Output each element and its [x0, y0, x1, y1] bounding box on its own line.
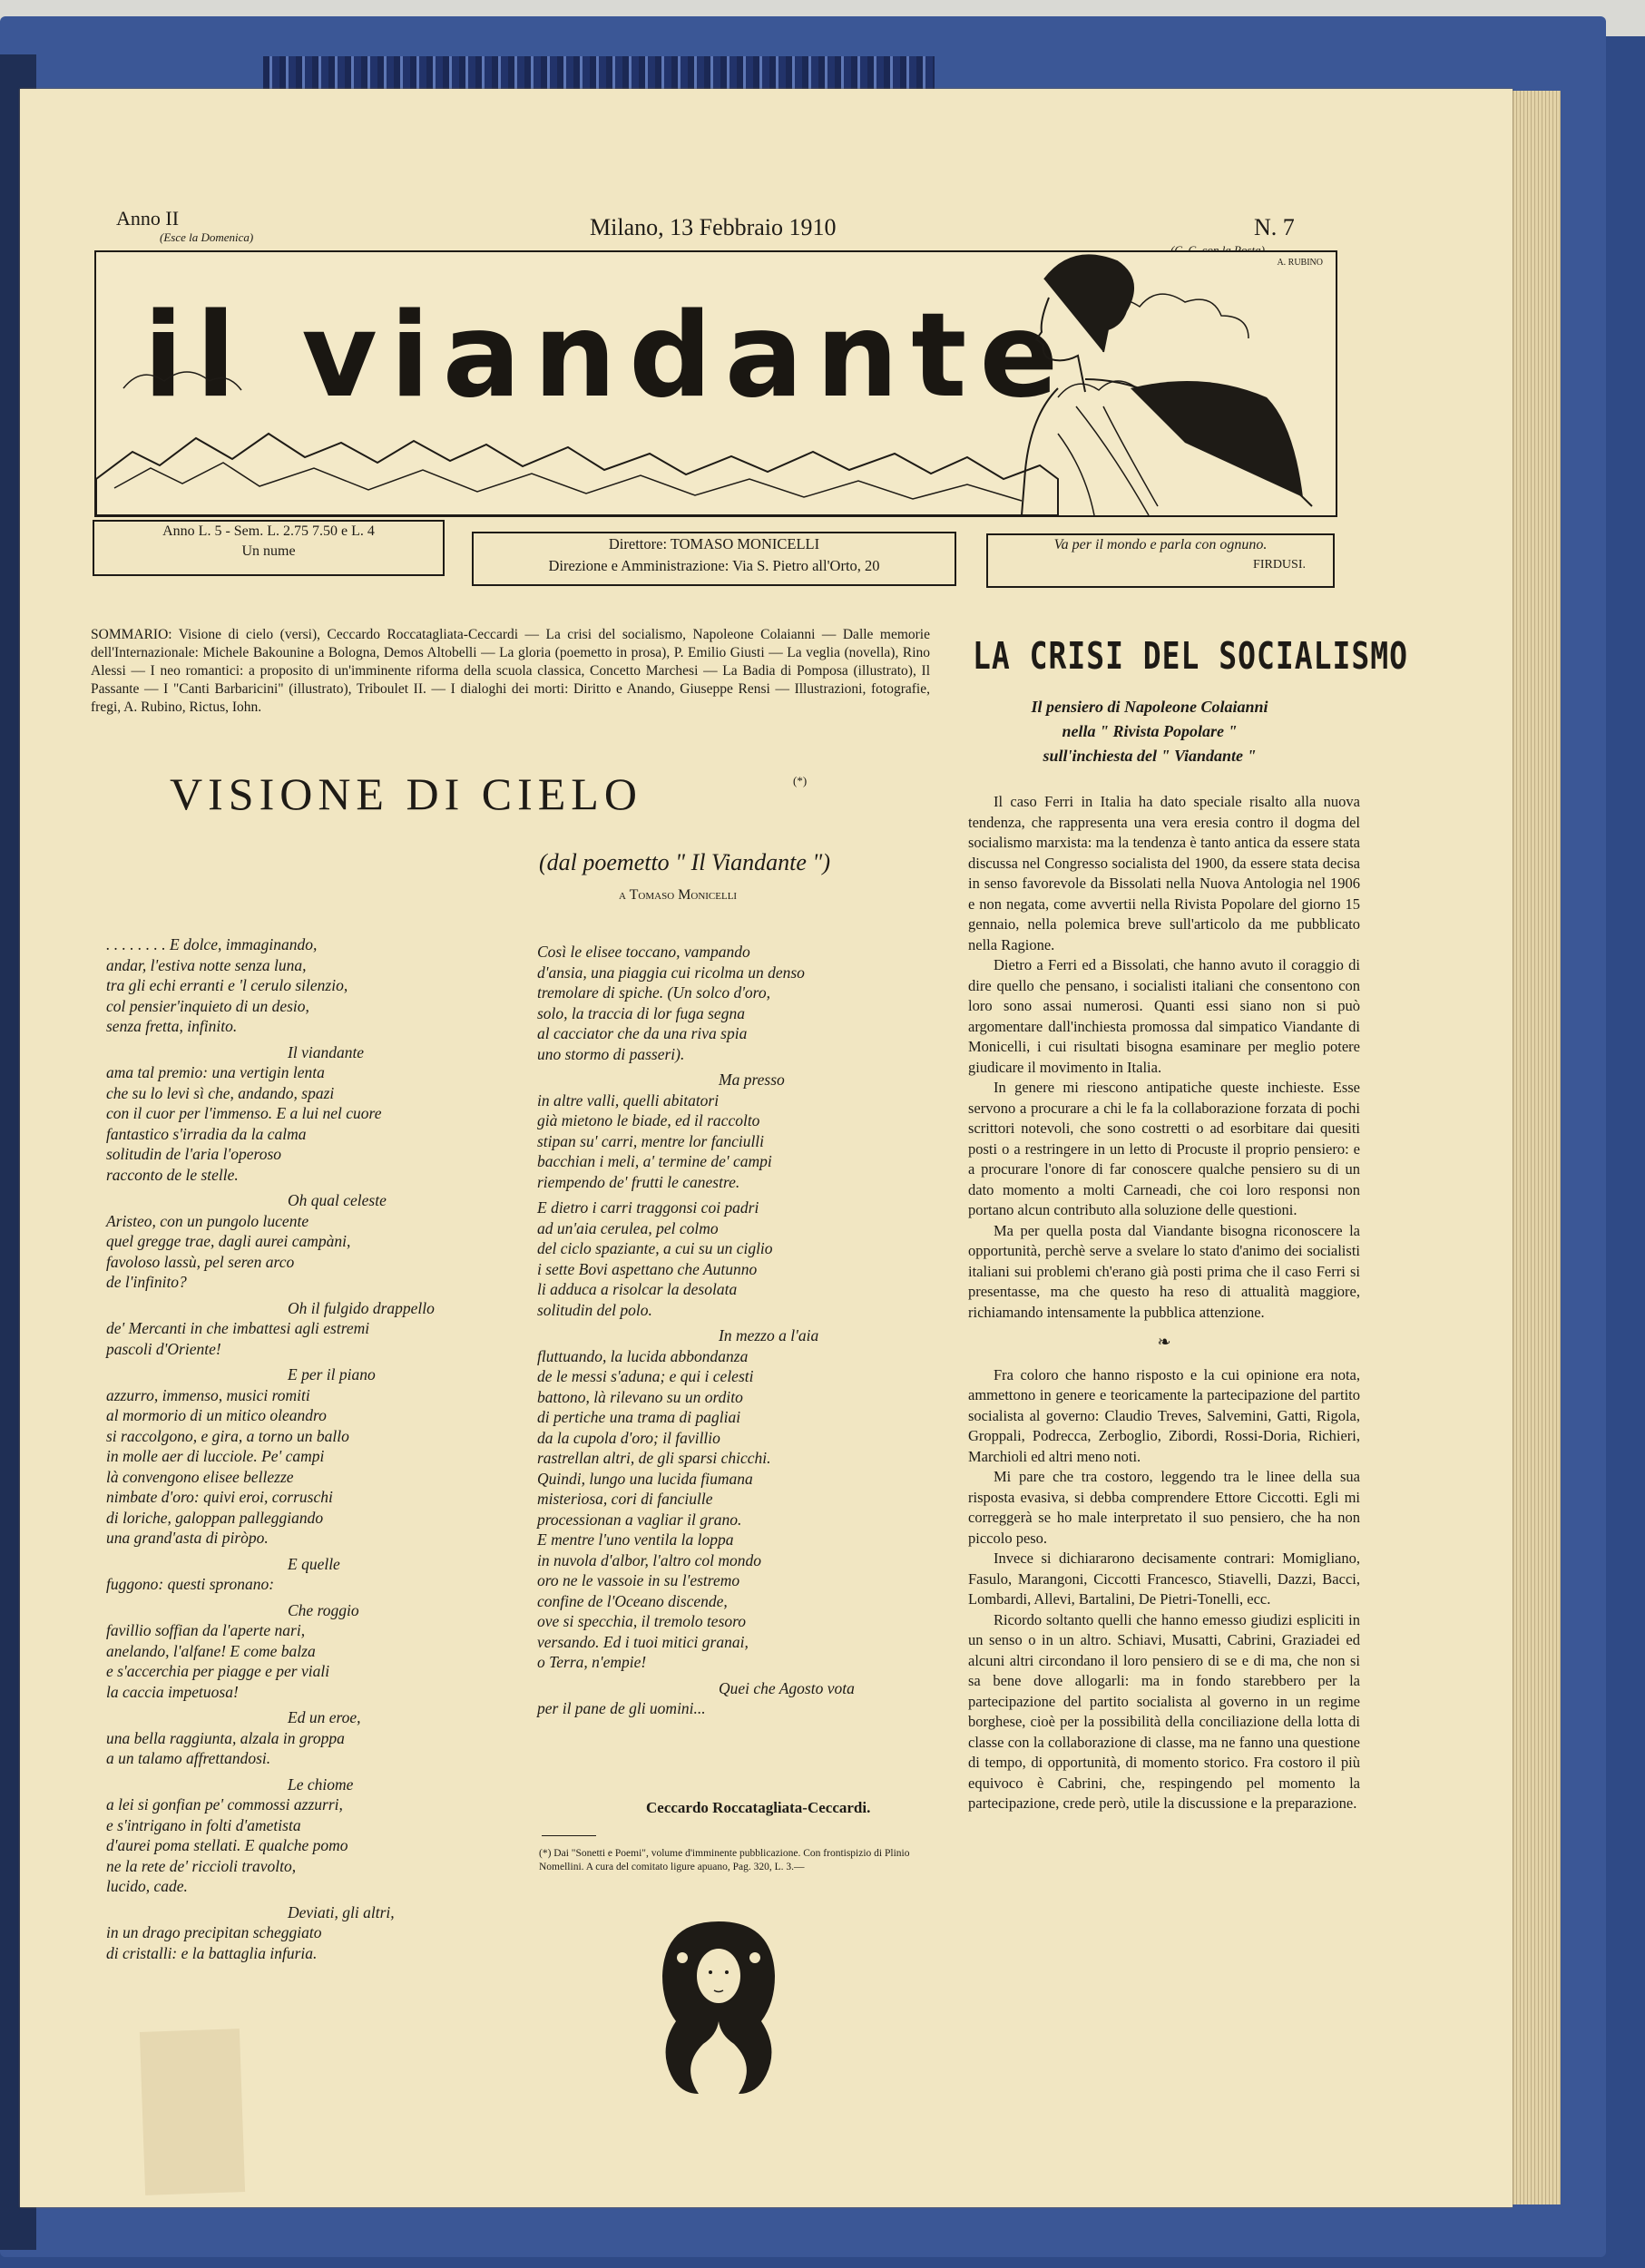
poem-verse-line: E per il piano — [288, 1365, 376, 1383]
poem-verse-line: a lei si gonfian pe' commossi azzurri, — [106, 1795, 343, 1813]
poem-verse-line: e s'accerchia per piagge e per viali — [106, 1662, 330, 1680]
poem-verse-line: stipan su' carri, mentre lor fanciulli — [537, 1131, 765, 1150]
poem-verse-line: Deviati, gli altri, — [288, 1902, 395, 1921]
poem-verse-line: Oh qual celeste — [288, 1191, 387, 1209]
poem-verse-line: uno stormo di passeri). — [537, 1044, 685, 1063]
poem-verse-line: favillio soffian da l'aperte nari, — [106, 1621, 306, 1639]
poem-verse-line: ove si specchia, il tremolo tesoro — [537, 1612, 747, 1630]
motto-author: FIRDUSI. — [1253, 558, 1306, 572]
poem-verse-line: pascoli d'Oriente! — [106, 1339, 221, 1358]
poem-verse-line: col pensier'inquieto di un desio, — [106, 996, 309, 1015]
poem-column-2 — [537, 942, 945, 1719]
poem-footnote-mark: (*) — [793, 774, 808, 787]
address-line: Direzione e Amministrazione: Via S. Pietro all'Orto, 20 — [548, 557, 880, 574]
poem-verse-line: d'aurei poma stellati. E qualche pomo — [106, 1836, 348, 1854]
poem-verse-line: lucido, cade. — [106, 1877, 188, 1895]
poem-author: Ceccardo Roccatagliata-Ceccardi. — [646, 1799, 871, 1816]
poem-verse-line: favoloso lassù, pel seren arco — [106, 1252, 295, 1271]
poem-subtitle: (dal poemetto " Il Viandante ") — [539, 849, 831, 875]
poem-verse-line: de' Mercanti in che imbattesi agli estremi — [106, 1319, 370, 1337]
poem-verse-line: anelando, l'alfane! E come balza — [106, 1641, 316, 1660]
issue-year: Anno II — [116, 207, 180, 230]
poem-verse-line: Quindi, lungo una lucida fiumana — [537, 1469, 753, 1488]
poem-verse-line: fluttuando, la lucida abbondanza — [537, 1346, 749, 1365]
article-subtitle-line: Il pensiero di Napoleone Colaianni — [1031, 698, 1268, 716]
poem-verse-line: di cristalli: e la battaglia infuria. — [106, 1943, 318, 1962]
article-paragraph: Invece si dichiararono decisamente contrari: Momigliano, Fasulo, Marangoni, Ciccotti Francesco, Stiavelli, Dazzi, Bacci, Lombardi, Allevi, Bartalini, De Pietri-Tonelli, ecc. — [968, 1549, 1360, 1608]
poem-verse-line: si raccolgono, e gira, a torno un ballo — [106, 1426, 349, 1445]
woman-head-vignette — [651, 1912, 787, 2103]
poem-verse-line: fantastico s'irradia da la calma — [106, 1124, 307, 1143]
article-paragraph: Fra coloro che hanno risposto e la cui opinione era nota, ammettono in genere e teoricamente la partecipazione del partito socialista al governo: Claudio Treves, Salvemini, Gatti, Rigola, Groppali, Podrecca, Zerboglio, Zibordi, Rossi-Doria, Richieri, Marchioli ed altri meno noti. — [968, 1365, 1360, 1465]
poem-verse-line: versando. Ed i tuoi mitici granai, — [537, 1632, 749, 1651]
newspaper-page — [20, 89, 1513, 2207]
poem-verse-line: misteriosa, cori di fanciulle — [537, 1490, 713, 1508]
single-issue-price: Un nume — [241, 543, 296, 559]
masthead — [94, 250, 1337, 517]
tape-repair — [140, 2028, 245, 2195]
director-box — [472, 532, 956, 586]
poem-verse-line: di loriche, galoppan palleggiando — [106, 1508, 324, 1527]
article-body — [968, 792, 1360, 1814]
poem-verse-line: una grand'asta di piròpo. — [106, 1529, 269, 1547]
poem-verse-line: . . . . . . . . E dolce, immaginando, — [106, 935, 318, 953]
issue-date: Milano, 13 Febbraio 1910 — [590, 214, 837, 240]
poem-verse-line: Ma presso — [719, 1070, 785, 1089]
poem-verse-line: e s'intrigano in folti d'ametista — [106, 1815, 301, 1834]
poem-verse-line: E quelle — [288, 1554, 340, 1573]
poem-verse-line: Che roggio — [288, 1600, 359, 1619]
poem-dedication: a Tomaso Monicelli — [619, 887, 738, 903]
poem-verse-line: In mezzo a l'aia — [719, 1326, 819, 1344]
poem-verse-line: solitudin de l'aria l'operoso — [106, 1145, 282, 1163]
poem-verse-line: Aristeo, con un pungolo lucente — [106, 1211, 309, 1230]
poem-title: VISIONE DI CIELO — [170, 768, 642, 819]
poem-verse-line: E dietro i carri traggonsi coi padri — [537, 1198, 759, 1217]
poem-verse-line: oro ne le vassoie in su l'estremo — [537, 1571, 740, 1589]
poem-verse-line: fuggono: questi spronano: — [106, 1575, 275, 1593]
poem-verse-line: Così le elisee toccano, vampando — [537, 943, 750, 961]
poem-verse-line: Il viandante — [288, 1042, 365, 1061]
poem-verse-line: solitudin del polo. — [537, 1300, 652, 1319]
article-paragraph: Ricordo soltanto quelli che hanno emesso giudizi espliciti in un senso o in un altro. Schiavi, Musatti, Cabrini, Graziadei ed alcuni altri circondano il loro pensiero di se e di ma, che non si sa bene dove allogarli: ma in fondo starebbero per la partecipazione del partito socialista al governo in un regime borghese, cioè per la possibilità della conciliazione della lotta di classe con la collaborazione di classe, ma ne fanno una questione di tempo, di opportunità, di momento storico. Fra costoro il più equivoco è Cabrini, che, respingendo pel momento la partecipazione, crede però, utile la discussione e la preparazione. — [968, 1610, 1360, 1812]
poem-verse-line: tremolare di spiche. (Un solco d'oro, — [537, 983, 770, 1002]
article-subtitle-line: nella " Rivista Popolare " — [1062, 722, 1238, 740]
poem-verse-line: quel gregge trae, dagli aurei campàni, — [106, 1232, 351, 1250]
motto-text: Va per il mondo e parla con ognuno. — [1053, 537, 1268, 552]
article-title: LA CRISI DEL SOCIALISMO — [973, 633, 1408, 678]
poem-verse-line: Quei che Agosto vota — [719, 1678, 855, 1697]
subscription-box — [93, 520, 445, 576]
poem-verse-line: da la cupola d'oro; il favillio — [537, 1428, 720, 1447]
poem-verse-line: per il pane de gli uomini... — [537, 1699, 706, 1717]
poem-verse-line: racconto de le stelle. — [106, 1165, 239, 1184]
poem-verse-line: de l'infinito? — [106, 1273, 187, 1291]
poem-verse-line: bacchian i meli, a' termine de' campi — [537, 1152, 772, 1170]
footnote-rule — [542, 1835, 596, 1836]
article-subtitle-line: sull'inchiesta del " Viandante " — [1043, 747, 1257, 765]
poem-verse-line: Le chiome — [288, 1774, 354, 1794]
poem-verse-line: o Terra, n'empie! — [537, 1653, 647, 1671]
poem-verse-line: una bella raggiunta, alzala in groppa — [106, 1728, 345, 1747]
poem-verse-line: la caccia impetuosa! — [106, 1682, 239, 1701]
poem-verse-line: a un talamo affrettandosi. — [106, 1749, 271, 1767]
poem-verse-line: tra gli echi erranti e 'l cerulo silenzio, — [106, 976, 348, 994]
poem-verse-line: processionan a vagliar il grano. — [537, 1510, 742, 1529]
poem-verse-line: i sette Bovi aspettano che Autunno — [537, 1259, 758, 1278]
poem-verse-line: senza fretta, infinito. — [106, 1017, 238, 1035]
poem-verse-line: E mentre l'uno ventila la loppa — [537, 1530, 734, 1549]
poem-verse-line: de le messi s'aduna; e qui i celesti — [537, 1367, 754, 1385]
poem-verse-line: ama tal premio: una vertigin lenta — [106, 1063, 325, 1081]
poem-verse-line: già mietono le biade, ed il raccolto — [537, 1111, 760, 1129]
poem-verse-line: solo, la traccia di lor fuga segna — [537, 1003, 745, 1022]
poem-verse-line: Ed un eroe, — [288, 1708, 361, 1726]
issue-number: N. 7 — [1254, 214, 1295, 240]
article-paragraph: Mi pare che tra costoro, leggendo tra le linee della sua risposta evasiva, si debba comprendere Ettore Ciccotti. Egli mi correggerà se ho male interpretato il suo pensiero, che ha non piccolo peso. — [968, 1468, 1360, 1547]
poem-verse-line: là convengono elisee bellezze — [106, 1467, 294, 1486]
poem-verse-line: confine de l'Oceano discende, — [537, 1591, 728, 1610]
poem-verse-line: in nuvola d'albor, l'altro col mondo — [537, 1550, 761, 1569]
newspaper-title: il viandante — [143, 288, 1072, 424]
poem-verse-line: al cacciator che da una riva spia — [537, 1024, 748, 1042]
poem-verse-line: in altre valli, quelli abitatori — [537, 1090, 720, 1110]
poem-verse-line: in molle aer di lucciole. Pe' campi — [106, 1447, 325, 1465]
poem-verse-line: nimbate d'oro: quivi eroi, corruschi — [106, 1488, 333, 1506]
poem-verse-line: ad un'aia cerulea, pel colmo — [537, 1218, 719, 1237]
poem-verse-line: d'ansia, una piaggia cui ricolma un denso — [537, 963, 805, 982]
article-paragraph: Dietro a Ferri ed a Bissolati, che hanno avuto il coraggio di dire quello che pensano, i socialisti italiani che consentono con loro sono assai numerosi. Quanti essi siano non si può argomentare dall'inchiesta promossa dal simpatico Viandante di Monicelli, i cui risultati bisogna esaminare per meglio potere giudicare il movimento in Italia. — [968, 956, 1360, 1076]
director-line: Direttore: TOMASO MONICELLI — [608, 535, 820, 552]
poem-verse-line: Oh il fulgido drappello — [288, 1298, 435, 1317]
article-subtitle — [968, 695, 1331, 768]
poem-verse-line: battono, là rilevano su un ordito — [537, 1387, 743, 1406]
poem-column-1 — [106, 934, 505, 1963]
poem-verse-line: al mormorio di un mitico oleandro — [106, 1406, 327, 1424]
marbled-endpaper — [263, 56, 935, 93]
poem-verse-line: rastrellan altri, de gli sparsi chicchi. — [537, 1449, 771, 1467]
article-paragraph: Il caso Ferri in Italia ha dato speciale risalto alla nuova tendenza, che rappresenta una vera eresia contro il dogma del socialismo marxista: ma la tendenza è tanto antica da essere stata discussa nel Congresso socialista del 1900, da essere stata decisa in senso favorevole da Bissolati nella Nuova Antologia nel 1906 e non negata, come avvertii nella Rivista Popolare del giorno 15 gennaio, nella polemica breve sull'articolo da me pubblicato nella Ragione. — [968, 793, 1360, 953]
motto-box — [986, 533, 1335, 588]
article-paragraph: In genere mi riescono antipatiche queste inchieste. Esse servono a procurare a chi le fa la collaborazione forzata di pochi scrittori notevoli, che sono costretti o ad esorbitare dai quesiti posti o a restringere in un letto di Procuste il proprio pensiero: e a procurare l'onore di far conoscere qualche pensiero su di un dato momento a molti Carneadi, che coi loro responsi non portano alcun contributo alla soluzione delle questioni. — [968, 1079, 1360, 1218]
poem-verse-line: riempendo de' frutti le canestre. — [537, 1172, 740, 1191]
issue-year-note: (Esce la Domenica) — [160, 230, 254, 244]
poem-verse-line: azzurro, immenso, musici romiti — [106, 1385, 310, 1404]
masthead-illustration — [96, 252, 1336, 515]
poem-verse-line: del ciclo spaziante, a cui su un ciglio — [537, 1239, 773, 1257]
poem-verse-line: di pertiche una trama di pagliai — [537, 1408, 741, 1426]
poem-verse-line: in un drago precipitan scheggiato — [106, 1923, 322, 1941]
subscription-prices: Anno L. 5 - Sem. L. 2.75 7.50 e L. 4 — [162, 523, 375, 539]
poem-verse-line: che su lo levi sì che, andando, spazi — [106, 1083, 335, 1102]
poem-verse-line: li adduca a risolcar la desolata — [537, 1280, 738, 1298]
article-paragraph: Ma per quella posta dal Viandante bisogna riconoscere la opportunità, perchè serve a svelare lo stato d'animo dei socialisti italiani sui problemi ch'erano già posti prima che il caso Ferri si presentasse, ma che questo ha reso di attualità maggiore, richiamando intensamente la pubblica attenzione. — [968, 1221, 1360, 1321]
illustrator-credit: A. RUBINO — [1277, 258, 1323, 268]
poem-verse-line: ne la rete de' riccioli travolto, — [106, 1856, 297, 1875]
poem-verse-line: andar, l'estiva notte senza luna, — [106, 955, 307, 974]
poem-footnote: (*) Dai "Sonetti e Poemi", volume d'imminente pubblicazione. Con frontispizio di Plinio Nomellini. A cura del comitato ligure apuano, Pag. 320, L. 3.— — [539, 1848, 910, 1872]
section-ornament: ❧ — [1157, 1333, 1171, 1351]
table-of-contents: SOMMARIO: Visione di cielo (versi), Ceccardo Roccatagliata-Ceccardi — La crisi del socialismo, Napoleone Colaianni — Dalle memorie dell'Internazionale: Michele Bakounine a Bologna, Demos Altobelli — La gloria (poemetto in prosa), P. Emilio Giusti — La veglia (novella), Rino Alessi — I neo romantici: a proposito di un'imminente riforma della scuola classica, Concetto Marchesi — La Badia di Pomposa (illustrato), Il Passante — I "Canti Barbaricini" (illustrato), Triboulet II. — I dialoghi dei morti: Diritto e Anando, Giuseppe Rensi — Illustrazioni, fotografie, fregi, A. Rubino, Rictus, Iohn. — [91, 627, 930, 715]
poem-verse-line: con il cuor per l'immenso. E a lui nel cuore — [106, 1104, 382, 1122]
